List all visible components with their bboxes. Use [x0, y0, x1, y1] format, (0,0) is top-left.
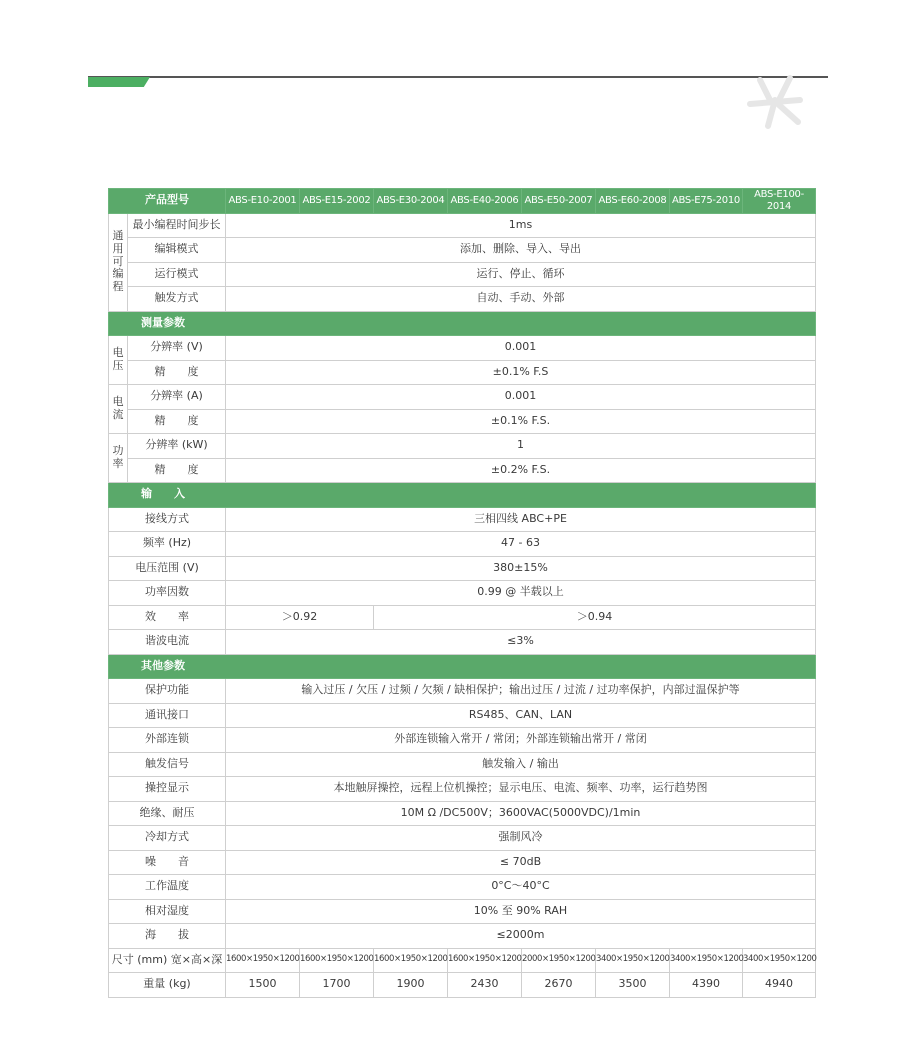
section-title: 测量参数: [109, 311, 816, 336]
table-row-weight: [109, 973, 816, 998]
model-header: ABS-E100-2014: [743, 189, 816, 214]
row-value: 触发输入 / 输出: [226, 752, 816, 777]
table-row: [109, 556, 816, 581]
row-value: 10M Ω /DC500V；3600VAC(5000VDC)/1min: [226, 801, 816, 826]
table-row: [109, 605, 816, 630]
table-row: [109, 213, 816, 238]
weight-value: 1700: [300, 973, 374, 998]
row-label: 接线方式: [109, 507, 226, 532]
table-row: [109, 826, 816, 851]
size-value: 1600×1950×1200: [300, 948, 374, 973]
row-label: 触发方式: [128, 287, 226, 312]
row-value: ≤ 70dB: [226, 850, 816, 875]
weight-value: 2430: [448, 973, 522, 998]
table-row: [109, 507, 816, 532]
row-value: 外部连锁输入常开 / 常闭；外部连锁输出常开 / 常闭: [226, 728, 816, 753]
table-row: [109, 850, 816, 875]
row-value: 47 - 63: [226, 532, 816, 557]
weight-value: 1500: [226, 973, 300, 998]
row-label: 分辨率 (kW): [128, 434, 226, 459]
size-value: 3400×1950×1200: [670, 948, 743, 973]
model-label: 产品型号: [109, 189, 226, 214]
row-value: 运行、停止、循环: [226, 262, 816, 287]
table-row: [109, 336, 816, 361]
size-value: 1600×1950×1200: [448, 948, 522, 973]
table-row: [109, 801, 816, 826]
row-value: ±0.2% F.S.: [226, 458, 816, 483]
row-label: 精 度: [128, 409, 226, 434]
table-row: [109, 262, 816, 287]
section-title: 其他参数: [109, 654, 816, 679]
table-row: [109, 875, 816, 900]
table-row: [109, 924, 816, 949]
row-label: 海 拔: [109, 924, 226, 949]
row-label: 运行模式: [128, 262, 226, 287]
size-value: 2000×1950×1200: [522, 948, 596, 973]
table-row: [109, 434, 816, 459]
row-value: RS485、CAN、LAN: [226, 703, 816, 728]
group-label-programming: 通用可编程: [109, 213, 128, 311]
row-value: 10% 至 90% RAH: [226, 899, 816, 924]
model-header: ABS-E75-2010: [670, 189, 743, 214]
weight-value: 4940: [743, 973, 816, 998]
size-value: 1600×1950×1200: [226, 948, 300, 973]
row-label: 精 度: [128, 458, 226, 483]
group-label-power: 功率: [109, 434, 128, 483]
row-label: 精 度: [128, 360, 226, 385]
table-row: [109, 532, 816, 557]
model-header: ABS-E50-2007: [522, 189, 596, 214]
table-row: [109, 409, 816, 434]
size-value: 3400×1950×1200: [743, 948, 816, 973]
group-label-voltage: 电压: [109, 336, 128, 385]
row-label: 效 率: [109, 605, 226, 630]
row-label: 功率因数: [109, 581, 226, 606]
weight-value: 3500: [596, 973, 670, 998]
section-header-input: [109, 483, 816, 508]
section-title: 输 入: [109, 483, 816, 508]
model-header: ABS-E40-2006: [448, 189, 522, 214]
row-label: 噪 音: [109, 850, 226, 875]
table-row: [109, 703, 816, 728]
row-label: 最小编程时间步长: [128, 213, 226, 238]
row-value: ≤3%: [226, 630, 816, 655]
section-header-measure: [109, 311, 816, 336]
row-label: 分辨率 (A): [128, 385, 226, 410]
group-label-current: 电流: [109, 385, 128, 434]
weight-value: 4390: [670, 973, 743, 998]
table-row: [109, 752, 816, 777]
row-value: 三相四线 ABC+PE: [226, 507, 816, 532]
table-row: [109, 630, 816, 655]
row-value: 0.001: [226, 336, 816, 361]
table-row: [109, 360, 816, 385]
row-label: 外部连锁: [109, 728, 226, 753]
model-header: ABS-E30-2004: [374, 189, 448, 214]
row-value: 强制风冷: [226, 826, 816, 851]
row-value: 0.99 @ 半载以上: [226, 581, 816, 606]
section-header-other: [109, 654, 816, 679]
watermark-logo-icon: [740, 70, 810, 130]
row-label: 冷却方式: [109, 826, 226, 851]
table-row: [109, 238, 816, 263]
table-row: [109, 581, 816, 606]
row-label: 绝缘、耐压: [109, 801, 226, 826]
row-label: 工作温度: [109, 875, 226, 900]
row-value: ≤2000m: [226, 924, 816, 949]
row-value: 0°C～40°C: [226, 875, 816, 900]
row-label: 保护功能: [109, 679, 226, 704]
table-header-row: [109, 189, 816, 214]
row-value: ＞0.92: [226, 605, 374, 630]
row-label: 频率 (Hz): [109, 532, 226, 557]
spec-table: [108, 188, 816, 998]
table-row: [109, 728, 816, 753]
table-row: [109, 899, 816, 924]
row-value: ±0.1% F.S: [226, 360, 816, 385]
row-label: 谐波电流: [109, 630, 226, 655]
model-header: ABS-E60-2008: [596, 189, 670, 214]
row-label: 分辨率 (V): [128, 336, 226, 361]
header-rule: [88, 76, 828, 78]
row-label: 操控显示: [109, 777, 226, 802]
row-value: 1: [226, 434, 816, 459]
row-label: 相对湿度: [109, 899, 226, 924]
row-value: 本地触屏操控，远程上位机操控；显示电压、电流、频率、功率，运行趋势图: [226, 777, 816, 802]
row-value: 380±15%: [226, 556, 816, 581]
weight-value: 1900: [374, 973, 448, 998]
accent-tab: [88, 77, 150, 87]
row-label: 电压范围 (V): [109, 556, 226, 581]
table-row: [109, 777, 816, 802]
size-value: 1600×1950×1200: [374, 948, 448, 973]
row-value: ＞0.94: [374, 605, 816, 630]
row-value: 1ms: [226, 213, 816, 238]
row-value: 输入过压 / 欠压 / 过频 / 欠频 / 缺相保护；输出过压 / 过流 / 过功率保护，内部过温保护等: [226, 679, 816, 704]
row-label: 触发信号: [109, 752, 226, 777]
table-row: [109, 679, 816, 704]
row-value: 0.001: [226, 385, 816, 410]
weight-value: 2670: [522, 973, 596, 998]
model-header: ABS-E15-2002: [300, 189, 374, 214]
table-row: [109, 385, 816, 410]
model-header: ABS-E10-2001: [226, 189, 300, 214]
row-label: 编辑模式: [128, 238, 226, 263]
row-value: 自动、手动、外部: [226, 287, 816, 312]
row-label: 通讯接口: [109, 703, 226, 728]
table-row: [109, 458, 816, 483]
row-value: ±0.1% F.S.: [226, 409, 816, 434]
row-label: 重量 (kg): [109, 973, 226, 998]
size-value: 3400×1950×1200: [596, 948, 670, 973]
table-row: [109, 287, 816, 312]
row-label: 尺寸 (mm) 宽×高×深: [109, 948, 226, 973]
table-row-size: [109, 948, 816, 973]
row-value: 添加、删除、导入、导出: [226, 238, 816, 263]
